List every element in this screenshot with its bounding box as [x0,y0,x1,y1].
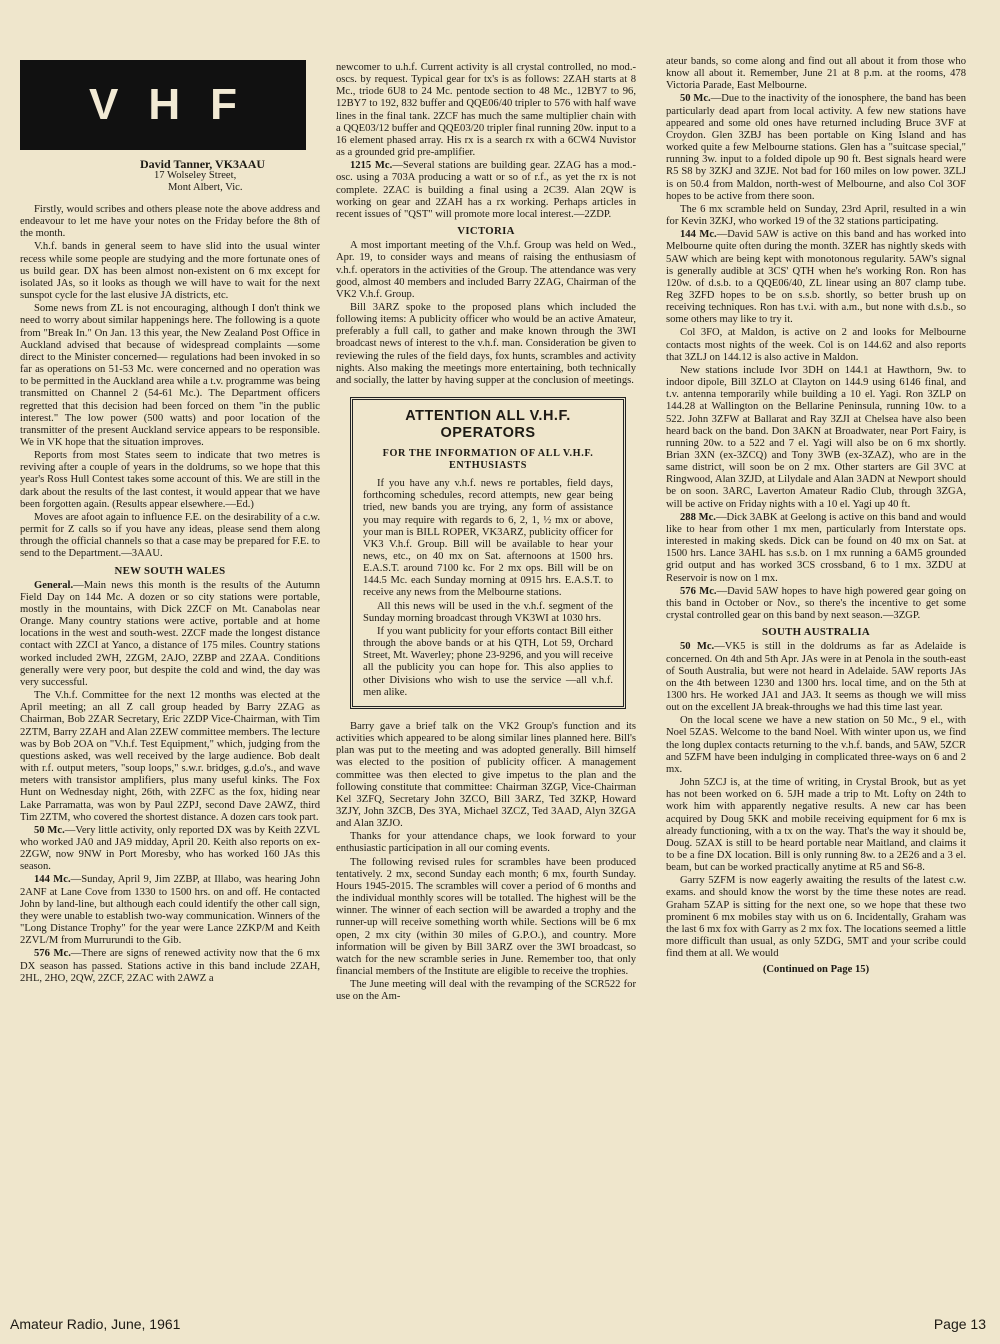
paragraph-body: —Sunday, April 9, Jim 2ZBP, at Illabo, was hearing John 2ANF at Lane Cove from 1330 to 1500 hrs. on and off. He contacted John by land-line, but although each could identify the other call sign, they were unable to establish two-way communication. Winners of the "Long Distance Trophy" for the year were Lance 2ZKP/M and Keith 2ZVL/M from Murrurundi to the Gib. [20,874,320,947]
paragraph-body: —Due to the inactivity of the ionosphere, the band has been particularly dead apart from local activity. A few new stations have appeared and some old ones have returned including Bruce 3VF at Croydon. Glen 3ZBJ has been portable on King Island and has worked quite a few Melbourne stations. Glen has a "suitcase special," running 3w. input to a folded dipole up 90 ft. Best signals heard were R5 S8 by 3ZKJ and 3ZJE. Not bad for 160 miles on low power. 3ZLJ is on 50.4 from Maldon, north-west of Melbourne, and also Col 3OF hopes to be active from there soon. [666,93,966,202]
paragraph: V.h.f. bands in general seem to have slid into the usual winter recess while some people are studying and the more fortunate ones of us build gear. DX has been almost non-existent on 6 mx except for isolated JAs, so it looks as though we will have to wait for the next sunspot cycle for the last elusive JA districts, etc. [20,241,320,302]
paragraph: A most important meeting of the V.h.f. Group was held on Wed., Apr. 19, to consider ways and means of raising the enthusiasm of v.h.f. operators in the activities of the Group. The attendance was very good, almost 40 members and included Barry 2ZAG, Chairman of the VK2 V.h.f. Group. [336,240,636,300]
paragraph-lead: 50 Mc. [680,93,711,105]
paragraph-body: —Dick 3ABK at Geelong is active on this band and would like to hear from other 1 mx men, particularly from Interstate ops. interested in making skeds. Dick can be found on 40 mx on Sat. at 1500 hrs. Lance 3AHL has s.s.b. on 1 mx running a 6AM5 grounded grid output and has worked 3CS crossband, 6 to 1 mx. 3ZDU at Reservoir is now on 1 mx. [666,511,967,584]
paragraph [20,948,320,984]
paragraph-lead: 1215 Mc. [350,160,393,172]
section-heading-victoria: VICTORIA [457,225,515,238]
paragraph-body: —Several stations are building gear. 2ZAG has a mod.-osc. using a 703A producing a watt or so of r.f., as yet the rx is not complete. 2ZAC is building a final using a 2C39. Alan 2QW is working on gear and 2ZAH has a rx working. Perhaps articles in recent issues of "QST" will promote more local interest.—2ZDP. [336,160,637,220]
page-footer [10,1316,986,1332]
paragraph: Moves are afoot again to influence F.E. on the desirability of a c.w. permit for Z calls so if you have any ideas, please send them along through the official channels so that a case may be prepared for F.E. to send to the Department.—3AAU. [20,511,320,560]
attention-box [350,397,626,709]
paragraph: ateur bands, so come along and find out all about it from those who know all about it. Remember, June 21 at 8 p.m. at the rooms, 478 Victoria Parade, East Melbourne. [666,56,966,92]
paragraph: On the local scene we have a new station on 50 Mc., 9 el., with Noel 5ZAS. Welcome to the band Noel. With winter upon us, we find the long duplex contacts returning to the v.h.f. bands, and 5AW, 5ZCR and 5ZFM have been indulging in complicated three-ways on 6 and 2 mx. [666,715,966,775]
paragraph: Firstly, would scribes and others please note the above address and endeavour to let me have your notes on the Friday before the 8th of the month. [20,204,320,240]
paragraph [666,586,966,622]
paragraph: John 5ZCJ is, at the time of writing, in Crystal Brook, but as yet has not been worked on 6. 5JH made a trip to Mt. Lofty on 24th to work him with apparently negative results. A new car has been acquired by Doug 5KK and mobile receiving equipment for 6 mx is already functioning, with a tx on the way. That's the way it should be, Doug. 5ZAX is still to be heard portable near Maitland, and claims it to be a fine DX location. Bill is only running 8w. to a 2E26 and a 3 el. beam, but can be worked practically anytime at R5 and S6-8. [666,777,966,874]
paragraph-lead: 576 Mc. [34,948,71,960]
paragraph: Barry gave a brief talk on the VK2 Group's function and its activities which appeared to be along similar lines planned here. Bill's plan was put to the meeting and was adopted generally. Bill himself was elected to the position of publicity officer. A management committee was then elected to give impetus to the plan and the following constitute that committee: Chairman 3ZGP, Vice-Chairman Kel 3ZFQ, Secretary John 3ZCO, Bill 3ARZ, Ted 3ZKP, Howard 3ZJY, John 3ZCB, Des 3YA, Michael 3ZCZ, Ted 3AAD, Alyn 3ZGA and Alan 3ZJO. [336,720,636,830]
paragraph-body: —There are signs of renewed activity now that the 6 mx DX season has passed. Stations active in this band include 2ZAH, 2HL, 2HO, 2QW, 2ZCF, 2ZAC with 2AWZ a [20,948,321,984]
column-1 [20,60,320,986]
paragraph: Bill 3ARZ spoke to the proposed plans which included the following items: A publicity officer who would be an active Amateur, preferably a full call, to gather and make known through the 3WI broadcast news of interest to the v.h.f. man. Consideration be given to reviewing the rules of the field days, fox hunts, scrambles and activity nights. Also making the meetings more entertaining, both technically and socially, the latter by having supper at the conclusion of meetings. [336,301,636,386]
paragraph-body: —David 5AW is active on this band and has worked into Melbourne quite often during the month. 3ZER has nightly skeds with 5AW which are being kept with monotonous regularity. 5AW's signal is generally audible at 3CS' QTH when he's working Ron. Ron has 120w. of d.s.b. to a QQE06/40, ZL linear using an 807 clamp tube. Reg 3ZFD hopes to be on s.s.b. shortly, so better brush up on receiving techniques. Ron has t.v.i. with a.m., but none with d.s.b., so some others may like to try it. [666,229,967,326]
attention-box-paragraph: All this news will be used in the v.h.f. segment of the Sunday morning broadcast through VK3WI at 1030 hrs. [363,600,613,624]
section-heading-south-australia: SOUTH AUSTRALIA [762,626,870,639]
continued-note: (Continued on Page 15) [762,964,870,976]
paragraph: The V.h.f. Committee for the next 12 months was elected at the April meeting; an all Z call group headed by Barry 2ZAG as Chairman, Bob 2ZAR Secretary, Eric 2ZDP Vice-Chairman, with Tim 2ZTM, Barry 2ZAH and Alan 2ZEW committee members. The lecture was by Bob 2OA on "V.h.f. Test Equipment," which, judging from the questions asked, was well received by the large audience. Bob dealt with r.f. output meters, "soup loops," s.w.r. bridges, g.d.o's., and wave meters with transistor amplifiers, plus many useful kinks. The Fox Hunt on Wednesday night, 26th, with 2ZFC as the fox, hiding near Lake Parramatta, was won by Paul 2ZPJ, second Dave 2AWZ, third Tim 2ZTM, who covered the shortest distance. A dozen cars took part. [20,690,320,823]
attention-box-subtitle: FOR THE INFORMATION OF ALL V.H.F. ENTHUSIASTS [382,448,594,472]
author-address-line-1: 17 Wolseley Street, [154,170,237,181]
paragraph: The 6 mx scramble held on Sunday, 23rd April, resulted in a win for Kevin 3ZKJ, who worked 19 of the 32 stations participating. [666,203,966,228]
paragraph [666,93,966,202]
paragraph: New stations include Ivor 3DH on 144.1 at Hawthorn, 9w. to indoor dipole, Bill 3ZLO at Clayton on 144.9 using 6146 final, and t.v. antenna temporarily while building a 10 el. Yagi. Ron 3ZLP on 144.28 at Wallington on the Bellarine Peninsula, running 10w. to a 522. John 3ZFW at Ballarat and Ray 3ZJI at Chelsea have also been heard back on the band. Don 3AKN at Broadwater, near Port Fairy, is running 20w. to a 522 and 7 el. Yagi will also be on 6 mx shortly. Brian 3XN (ex-3ZCQ) and Tony 3WB (ex-3ZAZ), who are in the same district, will soon be on 2 mx. Other starters are Gil 3VC at Ringwood, Alan 3ZJD, at Lilydale and Alan 3ADN at Newport should be on soon. 3ARC, Laverton Amateur Radio Club, through 3ZGA, will be active on Friday nights with a 10 el. Yagi up 40 ft. [666,364,966,510]
vhf-banner: VHF [20,60,306,150]
paragraph: Col 3FO, at Maldon, is active on 2 and looks for Melbourne contacts most nights of the week. Col is on 144.62 and also reports that 3ZLJ on 144.12 is also active in Maldon. [666,327,966,363]
paragraph: Thanks for your attendance chaps, we look forward to your enthusiastic participation in all our coming events. [336,831,636,855]
paragraph: newcomer to u.h.f. Current activity is all crystal controlled, no mod.-oscs. by request. Typical gear for tx's is as follows: 2ZAH starts at 8 Mc., triode 6U8 to 24 Mc. pentode section to 48 Mc., 12BY7 to 96, 12BY7 to 192, 832 buffer and QQE06/40 tripler to 576 with half wave lines in the final tank. 2ZCF has much the same multiplier chain with a QQE03/12 buffer and QQE03/20 tripler final running 20w. input to a 16 element phased array. His rx is a search rx with a 6CW4 Nuvistor as a grounded grid pre-amplifier. [336,62,636,159]
attention-box-title: ATTENTION ALL V.H.F. OPERATORS [405,408,571,442]
paragraph-lead: General. [34,579,74,591]
paragraph [666,641,966,714]
paragraph-lead: 576 Mc. [680,585,717,597]
paragraph-body: —Main news this month is the results of the Autumn Field Day on 144 Mc. A dozen or so city stations were portable, mostly in the mountains, with Dick 2ZCF on Mt. Canabolas near Orange. Many country stations were active, portable and at home locations in the west and south-west. 2ZCF made the longest distance contact with 2ZCI at Yanco, a distance of 175 miles. Country stations worked included 2WH, 2ZGM, 2AJO, 2ZBP and 2ZAA. Conditions generally were very poor, but despite the cold and wind, the day was very successful. [20,579,320,688]
footer-publication: Amateur Radio, June, 1961 [10,1316,181,1332]
paragraph [666,512,966,585]
attention-box-paragraph: If you want publicity for your efforts contact Bill either through the above bands or at his QTH, Lot 59, Orchard Street, Mt. Waverley; phone 23-9296, and you will receive all the publicity you can hope for. This also applies to other Divisions who wish to use the service —all v.h.f. men alike. [363,625,613,698]
author-name: David Tanner, VK3AAU [140,157,266,171]
attention-box-paragraph: If you have any v.h.f. news re portables, field days, forthcoming schedules, record attempts, new gear being tried, new bands you are trying, any form of assistance you may require with regards to 6, 2, 1, ½ mx or above, your man is BILL ROPER, VK3ARZ, publicity officer for VK3 V.h.f. Group. Bill will be available to hear your news, etc., on 40 mx on Sat. afternoons at 1500 hrs. E.A.S.T. around 7100 kc. For 2 mx ops. Bill will be on 144.5 Mc. each Sunday morning at 0915 hrs. E.A.S.T. to receive any news from the Melbourne stations. [363,478,613,599]
paragraph-lead: 288 Mc. [680,511,716,523]
column-3 [666,56,966,977]
paragraph-lead: 50 Mc. [34,824,65,836]
author-block [140,158,320,194]
paragraph-body: —Very little activity, only reported DX was by Keith 2ZVL who worked JA0 and JA9 midday, April 20. Keith also reports on ex-2ZGW, now 9NW in Port Moresby, who has worked 160 JAs this season. [20,824,320,873]
paragraph [666,229,966,326]
paragraph [20,874,320,947]
paragraph-lead: 144 Mc. [680,229,717,241]
paragraph [20,580,320,689]
paragraph-lead: 144 Mc. [34,874,71,886]
paragraph: Some news from ZL is not encouraging, although I don't think we need to worry about similar happenings here. The following is a quote from "Break In." On Jan. 13 this year, the New Zealand Post Office in Auckland advised that because of widespread complaints —some direct to the Minister concerned— regulations had been invoked in so far as operations on 51-53 Mc. were concerned and no operation was to be permitted in the Auckland area while a t.v. programme was being transmitted on Channel 2 (54-61 Mc.). The Department officers regretted that this decision had been forced on them "in the public interest." The low power (500 watts) and poor location of the transmitter of the present Auckland service appears to be responsible. We in VK hope that the situation improves. [20,303,320,448]
paragraph-lead: 50 Mc. [680,641,715,653]
column-2 [336,62,636,1004]
paragraph: Garry 5ZFM is now eagerly awaiting the results of the latest c.w. exams. and should know the worst by the time these notes are read. Graham 5ZAP is sitting for the next one, so we hope that these two prominent 6 mx mobiles stay with us on 6. Incidentally, Graham was the last 6 mx fox with Garry as 2 mx fox. The locations seemed a little more difficult than usual, as only 5ZDG, 5MT and your scribe could find them at all. We would [666,875,966,960]
paragraph [336,160,636,221]
section-heading-nsw: NEW SOUTH WALES [114,564,226,577]
paragraph-body: —David 5AW hopes to have high powered gear going on this band in October or Nov., so there's the incentive to get some crystal controlled gear on this band by next season.—3ZGP. [666,585,966,622]
paragraph: The June meeting will deal with the revamping of the SCR522 for use on the Am- [336,979,636,1003]
paragraph: The following revised rules for scrambles have been produced tentatively. 2 mx, second Sunday each month; 6 mx, fourth Sunday. Hours 1945-2015. The scrambles will cover a period of 6 months and the individual monthly scores will be totalled. The highest will be the winner. The winner of each section will be awarded a trophy and the runner-up will receive something worth while. Sections will be 6 mx open, 2 mx city (within 30 miles of G.P.O.), and country. More information will be given by Bill 3ARZ over the 3WI broadcast, so watch for the new scramble series in June. Remember too, that only financial members of the Institute are eligible to receive the trophies. [336,856,636,977]
author-address-line-2: Mont Albert, Vic. [168,182,243,193]
paragraph-body: —VK5 is still in the doldrums as far as Adelaide is concerned. On 4th and 5th Apr. JAs were in at Penola in the south-east of South Australia, but were not heard in Adelaide. 5AW reports JAs on the 4th between 1230 and 1300 hrs. local time, and on the 5th at 1300 hrs. He worked JA1 and JA3. It seems as though we will miss out on the excellent JA break-throughs we had this time last year. [666,641,967,714]
footer-page-number: Page 13 [933,1316,986,1332]
paragraph [20,825,320,874]
paragraph: Reports from most States seem to indicate that two metres is reviving after a couple of years in the doldrums, so we hope that this year's Ross Hull Contest takes some account of this. We are still in the dark about the results of the last contest, it would appear that we have been forgotten again. (Results appear elsewhere.—Ed.) [20,450,320,510]
